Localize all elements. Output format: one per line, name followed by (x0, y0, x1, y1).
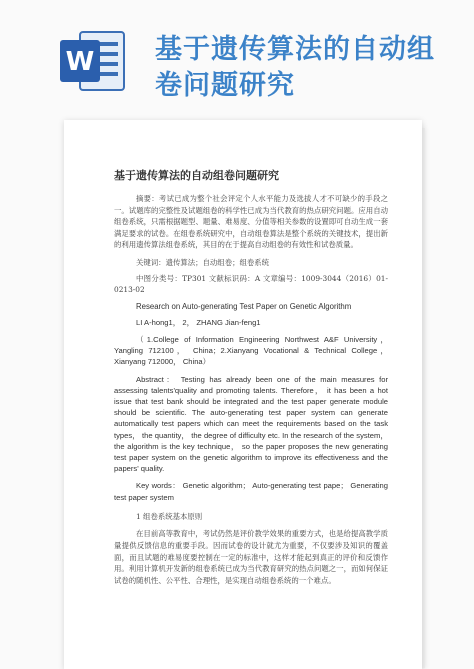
classification-line: 中图分类号：TP301 文献标识码：A 文章编号：1009-3044（2016）01-0213-02 (114, 273, 388, 295)
keywords-cn: 关键词：遗传算法；自动组卷；组卷系统 (136, 257, 270, 267)
section-heading: 1 组卷系统基本原则 (136, 511, 203, 521)
english-title: Research on Auto-generating Test Paper on Genetic Algorithm (136, 301, 352, 311)
english-affiliations: （1.College of Information Engineering Northwest A&F University，Yangling 712100， China；2.Xianyang Vocational & Technical College，Xianyang 712000， China） (114, 334, 388, 367)
page-title: 基于遗传算法的自动组卷问题研究 (155, 34, 435, 101)
header (0, 0, 474, 100)
abstract-en: Abstract： Testing has already been one of the main measures for assessing talents'quality and promoting talents. Therefore， it has been a hot issue that test bank should be integrated and the test paper generate module should be scientific. The auto-generating test paper system can generate automatically test papers which can meet the requirements based on the task types， the quantity， the degree of difficulty etc. In the research of the system， the algorithm is the key technique， so the paper proposes the new generating test paper system on the genetic algorithm to improve its effectiveness and the papers' quality. (114, 374, 388, 474)
svg-text:W: W (65, 47, 95, 77)
document-page (64, 120, 422, 669)
document-title: 基于遗传算法的自动组卷问题研究 (114, 169, 279, 182)
section-body: 在目前高等教育中，考试仍然是评价教学效果的重要方式，也是给提高教学质量提供反馈信息的重要手段。因而试卷的设计就尤为重要，不仅要涉及知识的覆盖面，而且试题的难易度要控制在一定的标准中，这样才能起到真正的评价和反馈作用。利用计算机开发新的组卷系统已成为当代教育研究的热点问题之一，而如何保证试卷的随机性、公平性、合理性，是实现自动组卷系统的一个难点。 (114, 529, 388, 585)
keywords-en: Key words： Genetic algorithm； Auto-generating test pape； Generating test paper system (114, 481, 388, 502)
abstract-cn: 摘要：考试已成为整个社会评定个人水平能力及选拔人才不可缺少的手段之一。试题库的完整性及试题组卷的科学性已成为当代教育的热点研究问题。应用自动组卷系统，只需根据题型、题量、难易度、分值等相关参数的设置即可自动生成一套满足要求的试卷。在组卷系统研究中，自动组卷算法是整个系统的关键技术，提出新的利用遗传算法组卷系统，其目的在于提高自动组卷的有效性和试卷质量。 (114, 194, 388, 250)
word-icon (58, 26, 128, 96)
english-authors: LI A-hong1， 2， ZHANG Jian-feng1 (136, 317, 261, 327)
